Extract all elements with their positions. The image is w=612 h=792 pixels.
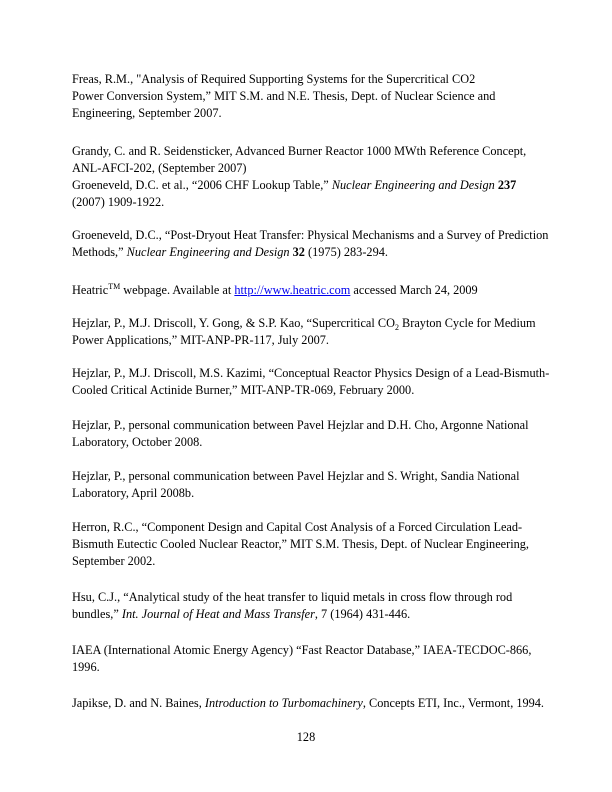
reference-text: Nuclear Engineering and Design: [331, 178, 495, 192]
reference-text: , Concepts ETI, Inc., Vermont, 1994.: [362, 696, 545, 710]
reference-line: [72, 88, 495, 104]
reference-text: Brayton Cycle for Medium: [398, 316, 536, 330]
reference-text: Freas, R.M., "Analysis of Required Supporting Systems for the Supercritical CO2: [72, 72, 476, 86]
reference-text: Groeneveld, D.C., “Post-Dryout Heat Transfer: Physical Mechanisms and a Survey of Prediction: [72, 228, 549, 242]
reference-text: webpage. Available at: [120, 283, 235, 297]
reference-line: [72, 332, 329, 348]
reference-line: [72, 105, 222, 121]
reference-text: Introduction to Turbomachinery: [204, 696, 363, 710]
reference-text: (2007) 1909-1922.: [72, 195, 165, 209]
reference-line: [72, 71, 475, 87]
reference-line: [72, 695, 544, 711]
reference-text: Power Applications,” MIT-ANP-PR-117, July 2007.: [72, 333, 329, 347]
reference-text: ANL-AFCI-202, (September 2007): [72, 161, 247, 175]
heatric-link[interactable]: http://www.heatric.com: [234, 283, 351, 297]
reference-text: Laboratory, October 2008.: [72, 435, 203, 449]
reference-text: Hejzlar, P., personal communication between Pavel Hejzlar and D.H. Cho, Argonne National: [72, 418, 529, 432]
reference-text: Int. Journal of Heat and Mass Transfer: [121, 607, 315, 621]
reference-text: September 2002.: [72, 554, 156, 568]
reference-line: [72, 606, 410, 622]
reference-text: Nuclear Engineering and Design: [126, 245, 290, 259]
reference-text: Power Conversion System,” MIT S.M. and N.E. Thesis, Dept. of Nuclear Science and: [72, 89, 496, 103]
reference-text: Engineering, September 2007.: [72, 106, 222, 120]
reference-line: [72, 417, 529, 433]
reference-line: [72, 227, 548, 243]
reference-text: IAEA (International Atomic Energy Agency) “Fast Reactor Database,” IAEA-TECDOC-866,: [72, 643, 532, 657]
reference-text: accessed March 24, 2009: [350, 283, 478, 297]
reference-text: bundles,”: [72, 607, 122, 621]
reference-line: [72, 160, 247, 176]
reference-text: Groeneveld, D.C. et al., “2006 CHF Lookup Table,”: [72, 178, 332, 192]
reference-text: Laboratory, April 2008b.: [72, 486, 195, 500]
reference-line: [72, 589, 512, 605]
reference-line: [72, 177, 516, 193]
reference-line: [72, 194, 164, 210]
reference-line: [72, 536, 529, 552]
reference-text: 237: [497, 178, 517, 192]
reference-line: [72, 659, 100, 675]
reference-text: 1996.: [72, 660, 100, 674]
reference-line: [72, 642, 531, 658]
reference-line: [72, 279, 478, 298]
reference-line: [72, 553, 155, 569]
reference-line: [72, 468, 520, 484]
reference-text: Grandy, C. and R. Seidensticker, Advanced Burner Reactor 1000 MWth Reference Concept,: [72, 144, 527, 158]
reference-text: Hejzlar, P., M.J. Driscoll, M.S. Kazimi, “Conceptual Reactor Physics Design of a Lead-Bismuth-: [72, 366, 550, 380]
reference-line: [72, 434, 202, 450]
reference-text: Japikse, D. and N. Baines,: [72, 696, 205, 710]
reference-line: [72, 244, 388, 260]
reference-text: , 7 (1964) 431-446.: [314, 607, 411, 621]
reference-text: Methods,”: [72, 245, 127, 259]
reference-text: Herron, R.C., “Component Design and Capital Cost Analysis of a Forced Circulation Lead-: [72, 520, 523, 534]
reference-line: [72, 365, 549, 381]
reference-text: Hsu, C.J., “Analytical study of the heat transfer to liquid metals in cross flow through rod: [72, 590, 513, 604]
reference-text: 32: [292, 245, 305, 259]
reference-text: 2: [394, 323, 399, 332]
reference-text: Heatric: [72, 283, 109, 297]
reference-text: Hejzlar, P., M.J. Driscoll, Y. Gong, & S.P. Kao, “Supercritical CO: [72, 316, 395, 330]
reference-text: Cooled Critical Actinide Burner,” MIT-ANP-TR-069, February 2000.: [72, 383, 415, 397]
reference-text: (1975) 283-294.: [304, 245, 388, 259]
page-number: 128: [296, 730, 316, 744]
reference-line: [72, 485, 194, 501]
reference-line: [72, 143, 526, 159]
reference-line: [72, 519, 522, 535]
reference-line: [72, 382, 414, 398]
reference-text: TM: [108, 282, 121, 291]
reference-text: Hejzlar, P., personal communication between Pavel Hejzlar and S. Wright, Sandia National: [72, 469, 520, 483]
reference-text: Bismuth Eutectic Cooled Nuclear Reactor,” MIT S.M. Thesis, Dept. of Nuclear Engineering,: [72, 537, 529, 551]
